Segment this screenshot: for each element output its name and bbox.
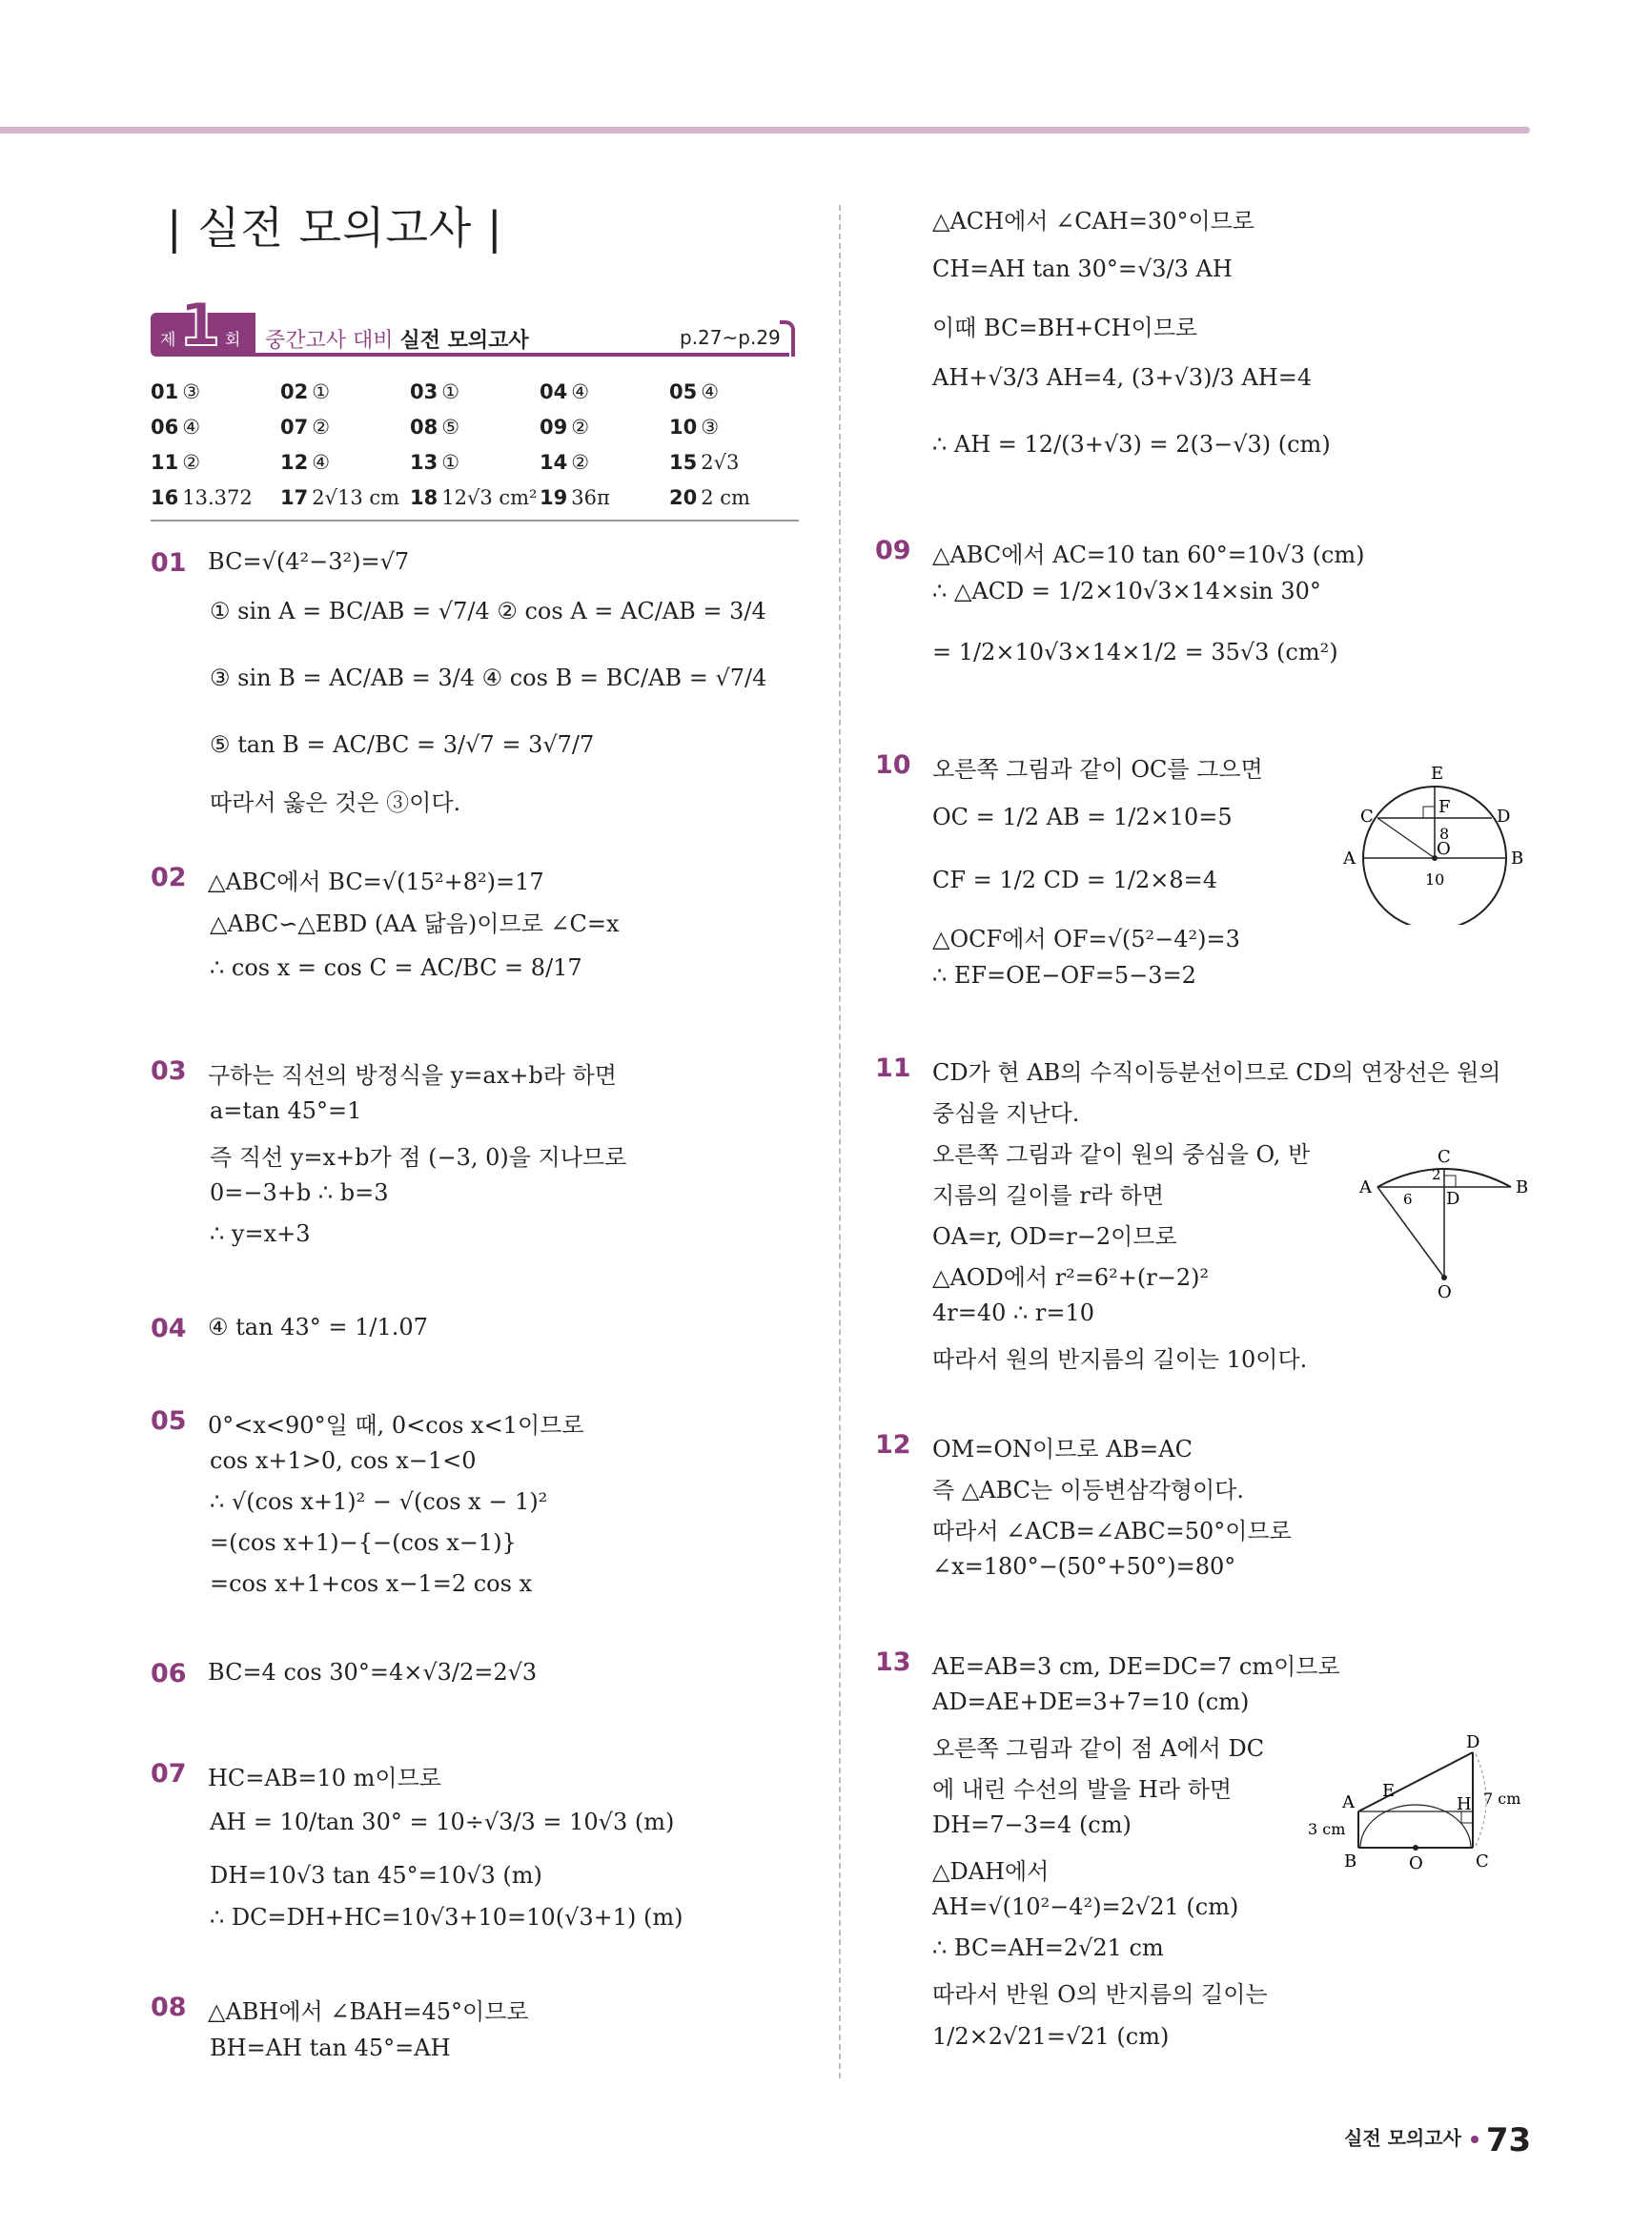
answer-number: 08 xyxy=(410,415,438,439)
solution-line: ∠x=180°−(50°+50°)=80° xyxy=(932,1553,1236,1580)
column-divider xyxy=(839,205,841,2078)
answer-value: ① xyxy=(312,379,331,403)
solution-line: cos x+1>0, cos x−1<0 xyxy=(210,1447,477,1474)
answer-number: 06 xyxy=(151,415,179,439)
solution-line: CD가 현 AB의 수직이등분선이므로 CD의 연장선은 원의 xyxy=(932,1059,1501,1086)
solution-line: ④ tan 43° = 1/1.07 xyxy=(208,1314,428,1340)
solution-line: OM=ON이므로 AB=AC xyxy=(932,1436,1193,1463)
figure-10-circle xyxy=(1339,763,1535,925)
solution-line: 즉 직선 y=x+b가 점 (−3, 0)을 지나므로 xyxy=(210,1144,627,1171)
answer-number: 14 xyxy=(540,450,568,474)
answer-number: 02 xyxy=(280,379,309,403)
solution-line: 따라서 ∠ACB=∠ABC=50°이므로 xyxy=(932,1518,1292,1545)
problem-number: 03 xyxy=(151,1056,187,1086)
solution-line: △ABC에서 BC=√(15²+8²)=17 xyxy=(208,869,544,895)
answer-value: 36π xyxy=(571,485,610,509)
answer-row xyxy=(151,409,799,444)
solution-line: ∴ EF=OE−OF=5−3=2 xyxy=(932,962,1196,989)
round-number: 1 xyxy=(179,290,221,359)
fig10-label-C: C xyxy=(1360,807,1374,827)
solution-line: AH=√(10²−4²)=2√21 (cm) xyxy=(932,1893,1239,1920)
solution-line: 에 내린 수선의 발을 H라 하면 xyxy=(932,1776,1233,1803)
fig13-label-H: H xyxy=(1457,1794,1472,1814)
banner-label-prefix: 중간고사 대비 xyxy=(265,329,394,353)
answer-cell xyxy=(151,451,280,474)
solution-line: △ABH에서 ∠BAH=45°이므로 xyxy=(208,1998,529,2025)
answer-cell xyxy=(669,416,799,439)
banner-label-main: 실전 모의고사 xyxy=(399,329,529,353)
figure-13-trapezoid xyxy=(1306,1733,1535,1876)
solution-line: ⑤ tan B = AC/BC = 3/√7 = 3√7/7 xyxy=(210,731,595,758)
fig10-label-F: F xyxy=(1438,797,1451,817)
answer-value: 2√3 xyxy=(701,450,740,474)
problem-number: 08 xyxy=(151,1993,187,2022)
answer-number: 10 xyxy=(669,415,698,439)
answer-cell xyxy=(669,486,799,509)
answer-value: ④ xyxy=(312,450,331,474)
solution-line: 따라서 반원 O의 반지름의 길이는 xyxy=(932,1981,1268,2008)
answer-number: 05 xyxy=(669,379,698,403)
answer-value: 2√13 cm xyxy=(312,485,400,509)
solution-line: BC=4 cos 30°=4×√3/2=2√3 xyxy=(208,1659,538,1686)
solution-line: 4r=40 ∴ r=10 xyxy=(932,1299,1095,1326)
solution-line: =cos x+1+cos x−1=2 cos x xyxy=(210,1570,533,1597)
section-title: | 실전 모의고사 | xyxy=(167,202,503,254)
solution-line: a=tan 45°=1 xyxy=(210,1097,362,1124)
fig10-label-10: 10 xyxy=(1425,870,1445,889)
answer-number: 01 xyxy=(151,379,179,403)
answer-row xyxy=(151,444,799,480)
answer-key-rule xyxy=(151,520,799,522)
solution-line: AH+√3/3 AH=4, (3+√3)/3 AH=4 xyxy=(932,364,1313,391)
answer-number: 13 xyxy=(410,450,438,474)
answer-cell xyxy=(540,451,669,474)
exam-banner xyxy=(151,290,799,359)
answer-number: 03 xyxy=(410,379,438,403)
answer-cell xyxy=(410,486,540,509)
problem-number: 07 xyxy=(151,1759,187,1789)
fig13-label-A: A xyxy=(1342,1792,1355,1812)
answer-value: 2 cm xyxy=(701,485,750,509)
solution-line: AH = 10/tan 30° = 10÷√3/3 = 10√3 (m) xyxy=(210,1809,675,1835)
answer-cell xyxy=(410,416,540,439)
answer-cell xyxy=(151,416,280,439)
problem-number: 11 xyxy=(875,1054,911,1083)
solution-line: ∴ y=x+3 xyxy=(210,1220,311,1247)
fig10-label-8: 8 xyxy=(1439,825,1450,843)
solution-line: DH=10√3 tan 45°=10√3 (m) xyxy=(210,1862,542,1889)
page-footer xyxy=(1344,2121,1531,2159)
problem-number: 05 xyxy=(151,1406,187,1436)
fig10-label-D: D xyxy=(1497,807,1511,827)
answer-value: ④ xyxy=(571,379,590,403)
problem-number: 02 xyxy=(151,863,187,892)
fig11-label-A: A xyxy=(1359,1177,1372,1197)
footer-section: 실전 모의고사 xyxy=(1344,2126,1461,2150)
answer-value: ⑤ xyxy=(441,415,460,439)
solution-line: OA=r, OD=r−2이므로 xyxy=(932,1223,1177,1250)
solution-line: 0=−3+b ∴ b=3 xyxy=(210,1179,389,1206)
fig13-label-O: O xyxy=(1409,1853,1423,1873)
answer-number: 16 xyxy=(151,485,179,509)
solution-line: △DAH에서 xyxy=(932,1858,1050,1885)
solution-line: 오른쪽 그림과 같이 OC를 그으면 xyxy=(932,756,1263,783)
fig13-label-B: B xyxy=(1344,1852,1357,1872)
answer-cell xyxy=(669,380,799,403)
solution-line: 이때 BC=BH+CH이므로 xyxy=(932,315,1198,341)
solution-line: 따라서 옳은 것은 ③이다. xyxy=(210,789,461,816)
solution-line: CF = 1/2 CD = 1/2×8=4 xyxy=(932,867,1217,893)
answer-row xyxy=(151,480,799,515)
solution-line: ∴ AH = 12/(3+√3) = 2(3−√3) (cm) xyxy=(932,431,1331,458)
fig10-label-E: E xyxy=(1431,764,1444,784)
answer-value: ③ xyxy=(182,379,201,403)
solution-line: △OCF에서 OF=√(5²−4²)=3 xyxy=(932,926,1240,952)
answer-number: 15 xyxy=(669,450,698,474)
answer-value: 13.372 xyxy=(182,485,253,509)
answer-cell xyxy=(540,486,669,509)
fig10-label-B: B xyxy=(1511,849,1524,869)
answer-value: ② xyxy=(571,415,590,439)
top-decor-bar xyxy=(0,127,1530,133)
solution-line: △ABC에서 AC=10 tan 60°=10√3 (cm) xyxy=(932,542,1365,568)
figure-11-arc xyxy=(1354,1139,1535,1301)
answer-cell xyxy=(151,486,280,509)
answer-cell xyxy=(280,451,410,474)
fig13-label-C: C xyxy=(1476,1852,1489,1872)
fig13-label-E: E xyxy=(1382,1781,1396,1801)
answer-number: 07 xyxy=(280,415,309,439)
banner-hook xyxy=(780,320,795,357)
solution-line: 오른쪽 그림과 같이 점 A에서 DC xyxy=(932,1735,1265,1762)
round-suffix: 회 xyxy=(225,331,241,350)
banner-label xyxy=(265,324,529,354)
fig13-label-D: D xyxy=(1466,1733,1480,1752)
answer-value: ④ xyxy=(701,379,720,403)
answer-number: 20 xyxy=(669,485,698,509)
answer-number: 12 xyxy=(280,450,309,474)
solution-line: ∴ DC=DH+HC=10√3+10=10(√3+1) (m) xyxy=(210,1904,683,1931)
problem-number: 10 xyxy=(875,750,911,780)
problem-number: 13 xyxy=(875,1647,911,1677)
answer-value: ① xyxy=(441,450,460,474)
answer-value: 12√3 cm² xyxy=(441,485,538,509)
problem-number: 12 xyxy=(875,1430,911,1460)
problem-number: 04 xyxy=(151,1314,187,1343)
solution-line: ① sin A = BC/AB = √7/4 ② cos A = AC/AB = 3/4 xyxy=(210,598,766,624)
solution-line: BH=AH tan 45°=AH xyxy=(210,2035,451,2061)
answer-number: 04 xyxy=(540,379,568,403)
banner-pages: p.27~p.29 xyxy=(680,326,781,349)
solution-line: ∴ △ACD = 1/2×10√3×14×sin 30° xyxy=(932,578,1321,604)
fig11-label-2: 2 xyxy=(1432,1166,1441,1183)
answer-value: ③ xyxy=(701,415,720,439)
answer-value: ② xyxy=(312,415,331,439)
answer-cell xyxy=(410,451,540,474)
answer-number: 19 xyxy=(540,485,568,509)
answer-number: 11 xyxy=(151,450,179,474)
solution-line: DH=7−3=4 (cm) xyxy=(932,1811,1132,1838)
answer-value: ② xyxy=(571,450,590,474)
solution-line: ③ sin B = AC/AB = 3/4 ④ cos B = BC/AB = √7/4 xyxy=(210,665,767,691)
fig13-label-7cm: 7 cm xyxy=(1483,1790,1521,1808)
solution-line: 중심을 지난다. xyxy=(932,1100,1080,1127)
solution-line: 따라서 원의 반지름의 길이는 10이다. xyxy=(932,1346,1308,1373)
problem-number: 09 xyxy=(875,536,911,565)
fig10-label-O: O xyxy=(1437,839,1451,859)
problem-number: 06 xyxy=(151,1659,187,1688)
fig11-label-C: C xyxy=(1438,1147,1451,1167)
answer-cell xyxy=(280,416,410,439)
answer-cell xyxy=(540,380,669,403)
solution-line: = 1/2×10√3×14×1/2 = 35√3 (cm²) xyxy=(932,639,1338,665)
answer-number: 09 xyxy=(540,415,568,439)
answer-number: 18 xyxy=(410,485,438,509)
solution-line: =(cos x+1)−{−(cos x−1)} xyxy=(210,1529,517,1556)
solution-line: 구하는 직선의 방정식을 y=ax+b라 하면 xyxy=(208,1062,617,1089)
answer-value: ② xyxy=(182,450,201,474)
solution-line: 0°<x<90°일 때, 0<cos x<1이므로 xyxy=(208,1412,584,1439)
solution-line: △ABC∽△EBD (AA 닮음)이므로 ∠C=x xyxy=(210,910,620,937)
answer-cell xyxy=(669,451,799,474)
answer-cell xyxy=(280,486,410,509)
fig10-label-A: A xyxy=(1343,849,1356,869)
solution-line: CH=AH tan 30°=√3/3 AH xyxy=(932,256,1233,282)
solution-line: ∴ cos x = cos C = AC/BC = 8/17 xyxy=(210,954,582,981)
footer-dot xyxy=(1471,2136,1479,2143)
answer-value: ④ xyxy=(182,415,201,439)
solution-line: 지름의 길이를 r라 하면 xyxy=(932,1182,1165,1209)
solution-line: 즉 △ABC는 이등변삼각형이다. xyxy=(932,1477,1244,1504)
solution-line: 오른쪽 그림과 같이 원의 중심을 O, 반 xyxy=(932,1141,1311,1168)
round-prefix: 제 xyxy=(160,331,176,350)
solution-line: △ACH에서 ∠CAH=30°이므로 xyxy=(932,208,1255,235)
answer-number: 17 xyxy=(280,485,309,509)
solution-line: △AOD에서 r²=6²+(r−2)² xyxy=(932,1264,1210,1291)
fig11-label-B: B xyxy=(1516,1177,1529,1197)
solution-line: AD=AE+DE=3+7=10 (cm) xyxy=(932,1688,1250,1715)
fig11-label-D: D xyxy=(1446,1189,1460,1209)
fig13-label-3cm: 3 cm xyxy=(1308,1820,1346,1838)
page-number: 73 xyxy=(1485,2121,1532,2159)
answer-row xyxy=(151,374,799,409)
solution-line: ∴ √(cos x+1)² − √(cos x − 1)² xyxy=(210,1488,548,1515)
answer-value: ① xyxy=(441,379,460,403)
answer-cell xyxy=(410,380,540,403)
solution-line: 1/2×2√21=√21 (cm) xyxy=(932,2023,1170,2050)
answer-cell xyxy=(280,380,410,403)
answer-cell xyxy=(540,416,669,439)
fig11-label-O: O xyxy=(1438,1282,1452,1301)
solution-line: ∴ BC=AH=2√21 cm xyxy=(932,1934,1164,1961)
solution-line: BC=√(4²−3²)=√7 xyxy=(208,548,410,575)
solution-line: HC=AB=10 m이므로 xyxy=(208,1765,441,1791)
round-tab xyxy=(151,290,255,359)
answer-key xyxy=(151,374,799,515)
fig11-label-6: 6 xyxy=(1403,1191,1413,1208)
solution-line: AE=AB=3 cm, DE=DC=7 cm이므로 xyxy=(932,1653,1340,1680)
solution-line: OC = 1/2 AB = 1/2×10=5 xyxy=(932,804,1233,830)
problem-number: 01 xyxy=(151,548,187,578)
answer-cell xyxy=(151,380,280,403)
